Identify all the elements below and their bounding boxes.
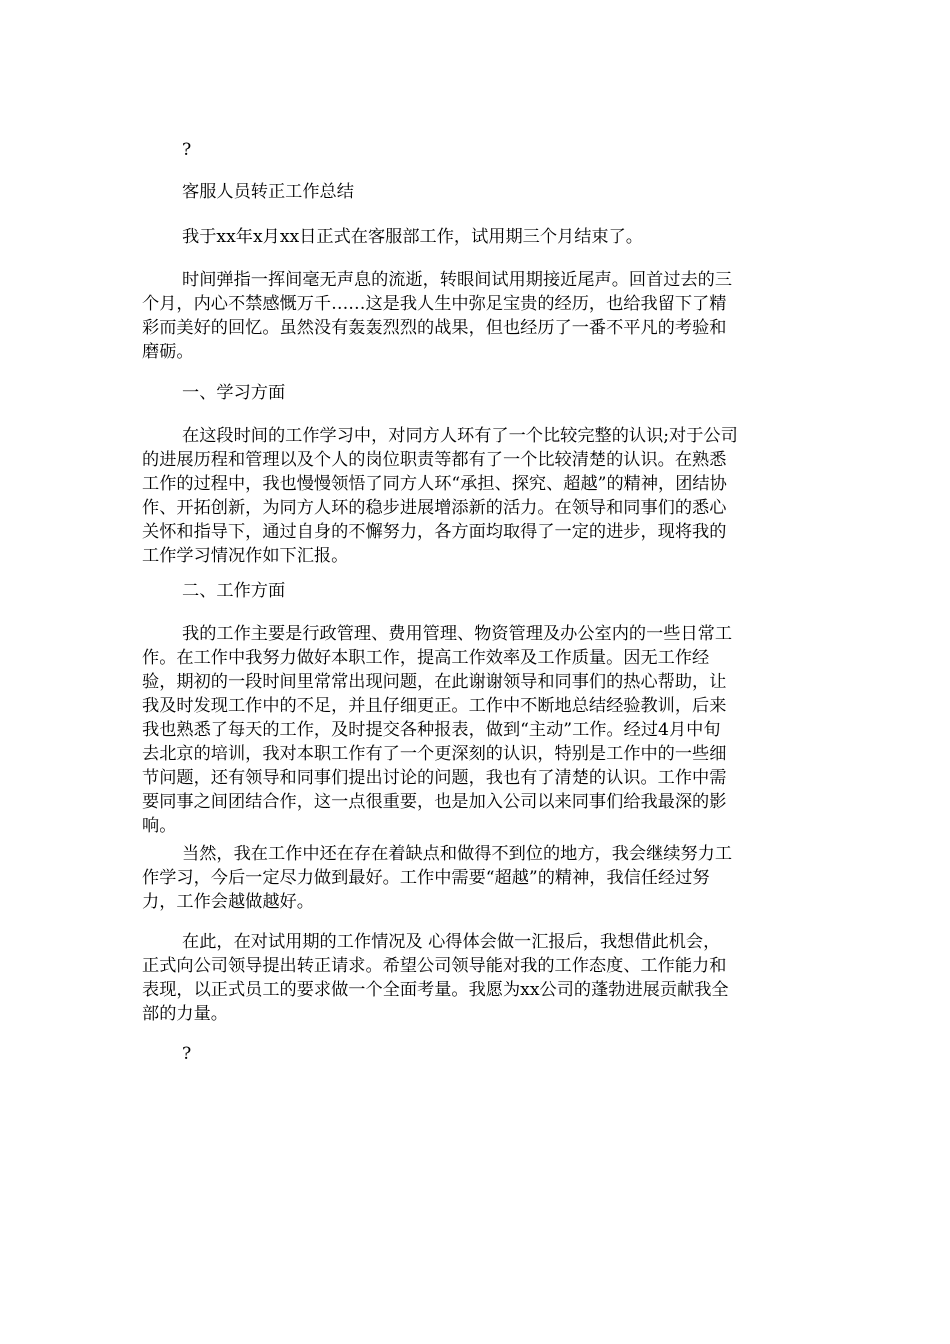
section-heading-work: 二、工作方面 [182,581,286,601]
paragraph-request: 在此，在对试用期的工作情况及 心得体会做一汇报后，我想借此机会， 正式向公司领导提出转正请求。希望公司领导能对我的工作态度、工作能力和 表现，以正式员工的要求做一个全面考量。我愿为xx公司的蓬勃进展贡献我全 部的力量。 [142,932,729,1024]
section-heading-study: 一、学习方面 [182,383,286,403]
marker-top: ? [182,140,192,160]
paragraph-shortcomings: 当然，我在工作中还在存在着缺点和做得不到位的地方，我会继续努力工 作学习，今后一定尽力做到最好。工作中需要“超越”的精神，我信任经过努 力，工作会越做越好。 [142,844,733,912]
paragraph-study: 在这段时间的工作学习中，对同方人环有了一个比较完整的认识;对于公司 的进展历程和管理以及个人的岗位职责等都有了一个比较清楚的认识。在熟悉 工作的过程中，我也慢慢领悟了同方人环“承担、探究、超越”的精神，团结协 作、开拓创新，为同方人环的稳步进展增添新的活力。在领导和同事们的悉心 关怀和指导下，通过自身的不懈努力，各方面均取得了一定的进步，现将我的 工作学习情况作如下汇报。 [142,426,738,566]
paragraph-work: 我的工作主要是行政管理、费用管理、物资管理及办公室内的一些日常工 作。在工作中我努力做好本职工作，提高工作效率及工作质量。因无工作经 验，期初的一段时间里常常出现问题，在此谢谢领导和同事们的热心帮助，让 我及时发现工作中的不足，并且仔细更正。工作中不断地总结经验教训，后来 我也熟悉了每天的工作，及时提交各种报表，做到“主动”工作。经过4月中旬 去北京的培训，我对本职工作有了一个更深刻的认识，特别是工作中的一些细 节问题，还有领导和同事们提出讨论的问题，我也有了清楚的认识。工作中需 要同事之间团结合作，这一点很重要，也是加入公司以来同事们给我最深的影 响。 [142,624,733,836]
paragraph-intro: 我于xx年x月xx日正式在客服部工作，试用期三个月结束了。 [182,227,643,247]
paragraph-reflection: 时间弹指一挥间毫无声息的流逝，转眼间试用期接近尾声。回首过去的三 个月，内心不禁感慨万千……这是我人生中弥足宝贵的经历，也给我留下了精 彩而美好的回忆。虽然没有轰轰烈烈的战果，但也经历了一番不平凡的考验和 磨砺。 [142,270,733,362]
document-title: 客服人员转正工作总结 [182,182,354,202]
marker-bottom: ? [182,1044,192,1064]
